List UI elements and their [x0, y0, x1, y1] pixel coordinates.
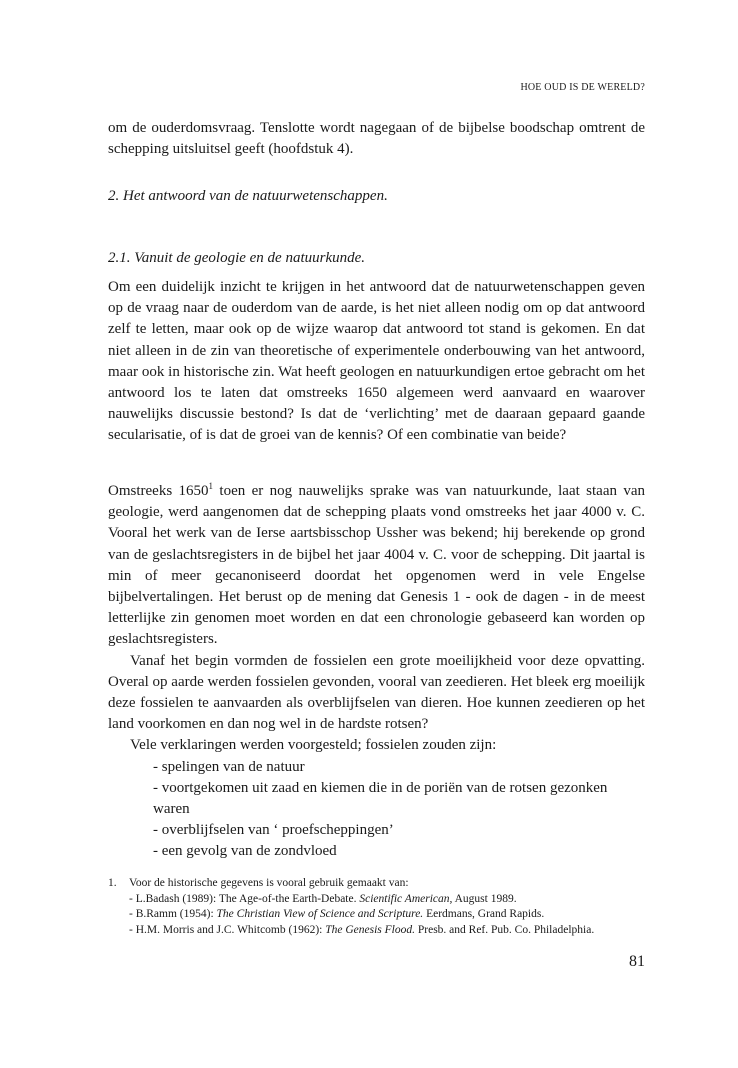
list-intro: Vele verklaringen werden voorgesteld; fossielen zouden zijn: — [130, 737, 497, 754]
footnote-ref-text: - B.Ramm (1954): — [129, 908, 217, 921]
footnote-ref-text: August 1989. — [452, 892, 517, 905]
list-item-text: - voortgekomen uit zaad en kiemen die in de poriën van de rotsen gezonken — [153, 779, 608, 796]
footnote-intro: Voor de historische gegevens is vooral gebruik gemaakt van: — [129, 877, 409, 889]
footnote-marker: 1. — [108, 877, 117, 889]
list-item-text: - spelingen van de natuur — [153, 758, 305, 775]
list-item — [108, 778, 645, 820]
subsection-heading: 2.1. Vanuit de geologie en de natuurkunde. — [108, 250, 366, 266]
footnote-ref-text: - L.Badash (1989): The Age-of-the Earth-Debate. — [129, 892, 360, 905]
footnote-ref — [129, 892, 653, 908]
footnote-ref-title: The Christian View of Science and Scripture. — [216, 908, 424, 921]
page-number: 81 — [629, 953, 645, 970]
intro-paragraph — [108, 118, 645, 160]
list-item-text: - een gevolg van de zondvloed — [153, 843, 337, 860]
intro-text: om de ouderdomsvraag. Tenslotte wordt nagegaan of de bijbelse boodschap omtrent de schepping uitsluitsel geeft (hoofdstuk 4). — [108, 120, 645, 158]
explanations-list — [108, 757, 645, 863]
list-item-text: - overblijfselen van ‘ proefscheppingen’ — [153, 822, 394, 839]
paragraph-1-text: Om een duidelijk inzicht te krijgen in het antwoord dat de natuurwetenschappen geven op de vraag naar de ouderdom van de aarde, is het niet alleen nodig om op dat antwoord zelf te letten, maar ook op de wijze waarop dat antwoord tot stand is gekomen. En dat niet alleen in de zin van theoretische of experimentele onderbouwing van het antwoord, maar ook in historische zin. Wat heeft geologen en natuurkundigen ertoe gebracht om het antwoord los te laten dat omstreeks 1650 algemeen werd aanvaard en waarover nauwelijks discussie bestond? Is dat de ‘verlichting’ met de daaraan gepaard gaande secularisatie, of is dat de groei van de kennis? Of een combinatie van beide? — [108, 279, 645, 444]
running-head: HOE OUD IS DE WERELD? — [520, 82, 645, 93]
footnote-ref — [129, 907, 653, 923]
list-item — [108, 841, 645, 862]
footnote-ref-title: Scientific American, — [359, 892, 453, 905]
footnote-body — [129, 876, 653, 938]
paragraph-3: Vanaf het begin vormden de fossielen een grote moeilijkheid voor deze opvatting. Overal op aarde werden fossielen gevonden, vooral van zeedieren. Het bleek erg moeilijk deze fossielen te aanvaarden als overblijfselen van dieren. Hoe kunnen zeedieren op het land voorkomen en dan nog wel in de hardste rotsen? — [108, 652, 646, 733]
footnote-ref-text: - H.M. Morris and J.C. Whitcomb (1962): — [129, 923, 326, 936]
footnote — [108, 876, 653, 938]
section-heading: 2. Het antwoord van de natuurwetenschappen. — [108, 188, 388, 204]
footnote-reference: 1 — [208, 481, 214, 491]
paragraph-1 — [108, 277, 645, 447]
footnote-ref-text: Eerdmans, Grand Rapids. — [423, 908, 545, 921]
paragraph-2-pre: Omstreeks 1650 — [108, 483, 209, 499]
paragraph-2 — [108, 481, 645, 651]
list-item — [108, 757, 645, 778]
footnote-ref — [129, 923, 653, 939]
paragraph-2-post: toen er nog nauwelijks sprake was van natuurkunde, laat staan van geologie, werd aangenomen dat de schepping plaats vond omstreeks het jaar 4000 v. C. Vooral het werk van de Ierse aartsbisschop Ussher was bekend; hij berekende op grond van de geslachtsregisters in de bijbel het jaar 4004 v. C. voor de schepping. Dit jaartal is min of meer gecanoniseerd doordat het opgenomen werd in vele Engelse bijbelvertalingen. Het berust op de mening dat Genesis 1 - ook de dagen - in de meest letterlijke zin genomen moet worden en dat een chronologie gebaseerd kan worden op geslachtsregisters. — [108, 483, 645, 648]
footnote-ref-title: The Genesis Flood. — [325, 923, 415, 936]
list-item-continuation: waren — [153, 801, 190, 818]
main-body — [108, 481, 645, 863]
list-item — [108, 820, 645, 841]
footnote-ref-text: Presb. and Ref. Pub. Co. Philadelphia. — [415, 923, 595, 936]
